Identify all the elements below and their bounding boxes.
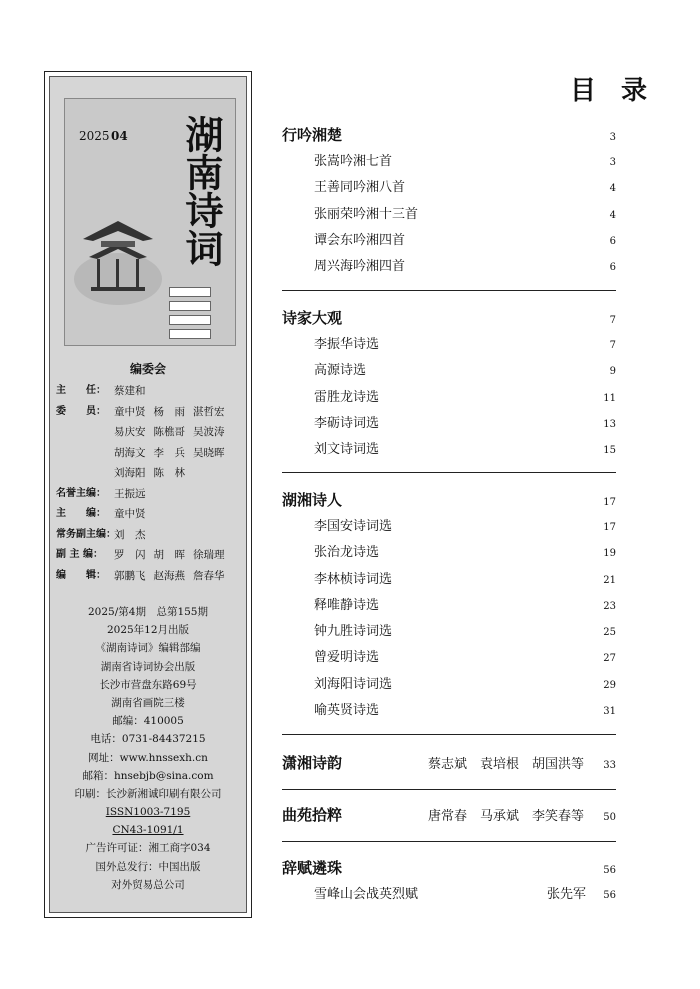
entry-page: 23	[603, 600, 616, 612]
pubinfo-text: 国外总发行：中国出版	[95, 860, 201, 873]
section-divider	[282, 472, 616, 473]
board-names	[56, 422, 248, 443]
pubinfo-text: 印刷：长沙新湘诚印刷有限公司	[74, 787, 222, 800]
board-member: 吴波涛	[193, 426, 225, 438]
board-names	[114, 381, 248, 402]
board-member: 李 兵	[153, 446, 185, 459]
pubinfo-text: 对外贸易总公司	[111, 878, 185, 891]
cover-tag	[169, 329, 211, 339]
board-names	[114, 504, 248, 525]
entry-title: 喻英贤诗选	[314, 703, 380, 719]
board-member: 陈 林	[153, 467, 185, 479]
toc-entry	[282, 515, 616, 541]
toc-entry	[282, 541, 616, 567]
entry-title: 释唯静诗选	[314, 597, 380, 613]
entry-page: 31	[603, 706, 616, 718]
section-title: 辞赋遴珠	[282, 859, 343, 877]
board-member: 罗 闪	[114, 549, 146, 561]
board-role: 副 主 编：	[56, 549, 103, 560]
pubinfo-text: 湖南省画院三楼	[111, 696, 185, 709]
toc-entry	[282, 359, 616, 385]
section-page: 7	[609, 315, 616, 326]
pubinfo-line	[50, 876, 246, 894]
section-divider	[282, 290, 616, 291]
entry-page: 56	[603, 890, 616, 901]
section-page: 50	[603, 812, 616, 823]
pubinfo-text: 广告许可证：湘工商字034	[85, 842, 211, 855]
board-member: 胡海文	[114, 446, 146, 459]
board-row	[56, 402, 248, 423]
section-title: 湖湘诗人	[282, 491, 343, 509]
entry-page: 15	[603, 445, 616, 457]
entry-title: 李振华诗选	[314, 337, 380, 352]
entry-page: 19	[603, 548, 616, 560]
entry-page: 3	[609, 157, 616, 168]
cover-tag	[169, 287, 211, 297]
board-row	[56, 422, 248, 443]
entry-page: 13	[603, 418, 616, 430]
entry-title: 钟九胜诗词选	[314, 624, 393, 640]
board-names	[114, 402, 248, 423]
entry-title: 谭会东吟湘四首	[314, 232, 406, 248]
pubinfo-text: 2025年12月出版	[106, 624, 190, 637]
toc-section	[282, 124, 616, 281]
pubinfo-line	[50, 749, 246, 767]
entry-title: 张嵩吟湘七首	[314, 154, 393, 169]
entry-title: 张治龙诗选	[314, 545, 380, 561]
pubinfo-line	[50, 858, 246, 876]
section-divider	[282, 734, 616, 735]
board-member: 郭鹏飞	[114, 569, 146, 582]
board-member: 易庆安	[114, 426, 146, 438]
board-member: 湛哲宏	[193, 405, 225, 418]
pubinfo-text: ISSN1003-7195	[105, 806, 191, 819]
entry-page: 4	[609, 183, 616, 195]
toc-entry	[282, 594, 616, 620]
entry-title: 刘文诗词选	[314, 442, 380, 458]
board-row	[56, 525, 248, 546]
section-heading	[282, 489, 616, 515]
section-heading	[282, 804, 616, 830]
pubinfo-line	[50, 712, 246, 730]
entry-title: 张丽荣吟湘十三首	[314, 206, 419, 222]
entry-title: 李林桢诗词选	[314, 571, 393, 587]
pubinfo-line	[50, 730, 246, 748]
toc-entry	[282, 438, 616, 464]
section-title: 行吟湘楚	[282, 126, 343, 144]
board-row	[56, 504, 248, 525]
pubinfo-text: CN43-1091/1	[112, 824, 184, 837]
board-member: 杨 雨	[153, 405, 185, 418]
board-role: 常务副主编：	[56, 528, 116, 540]
toc-entry	[282, 673, 616, 699]
section-heading	[282, 307, 616, 333]
board-member: 童中贤	[114, 508, 146, 520]
board-member: 刘 杰	[114, 528, 146, 541]
board-member: 王振远	[114, 487, 146, 500]
board-role: 主 编：	[56, 508, 106, 519]
cover-tag	[169, 301, 211, 311]
cover-title: 湖南诗词	[179, 115, 223, 267]
entry-page: 6	[609, 235, 616, 247]
pubinfo-line	[50, 821, 246, 839]
entry-title: 刘海阳诗词选	[314, 676, 393, 692]
toc-section	[282, 752, 616, 778]
cover-year: 2025	[79, 129, 110, 143]
board-member: 陈樵哥	[153, 426, 185, 438]
board-row	[56, 545, 248, 566]
toc-entry	[282, 412, 616, 438]
pubinfo-text: 网址：www.hnssexh.cn	[88, 751, 208, 764]
toc-entry	[282, 646, 616, 672]
toc-entry	[282, 255, 616, 281]
section-title: 诗家大观	[282, 309, 343, 327]
board-row	[56, 443, 248, 464]
toc-entry	[282, 386, 616, 412]
board-member: 徐瑞理	[193, 549, 225, 561]
board-names	[56, 463, 248, 484]
editorial-board-list	[56, 381, 248, 586]
toc-section	[282, 489, 616, 725]
masthead-inner	[49, 76, 247, 913]
board-member: 吴晓晖	[193, 446, 225, 459]
board-names	[114, 545, 248, 566]
toc-entry	[282, 150, 616, 176]
pubinfo-line	[50, 603, 246, 621]
board-row	[56, 566, 248, 587]
section-page: 56	[603, 865, 616, 876]
section-authors: 蔡志斌 袁培根 胡国洪等	[427, 757, 584, 772]
entry-title: 周兴海吟湘四首	[314, 259, 406, 275]
pubinfo-line	[50, 767, 246, 785]
section-divider	[282, 841, 616, 842]
section-heading	[282, 857, 616, 883]
board-member: 刘海阳	[114, 467, 146, 479]
cover-tag	[169, 315, 211, 325]
pubinfo-text: 长沙市营盘东路69号	[99, 678, 197, 691]
section-title: 曲苑拾粹	[282, 806, 343, 824]
section-page: 17	[603, 497, 616, 508]
pubinfo-text: 邮编：410005	[112, 715, 184, 728]
page-title: 目 录	[570, 76, 656, 106]
entry-page: 29	[603, 679, 616, 691]
toc-entry	[282, 203, 616, 229]
entry-title: 李砺诗词选	[314, 415, 380, 431]
section-heading	[282, 752, 616, 778]
toc-entry	[282, 229, 616, 255]
board-row	[56, 463, 248, 484]
section-page: 3	[609, 132, 616, 143]
toc-entry	[282, 333, 616, 359]
pubinfo-text: 2025/第4期 总第155期	[88, 606, 208, 618]
board-role: 主 任：	[56, 385, 106, 396]
editorial-board-title: 编委会	[129, 362, 166, 376]
pubinfo-line	[50, 658, 246, 676]
entry-page: 6	[609, 262, 616, 274]
entry-page: 27	[603, 653, 616, 665]
pubinfo-text: 电话：0731-84437215	[90, 733, 206, 746]
pubinfo-line	[50, 676, 246, 694]
pavilion-illustration	[73, 209, 163, 309]
board-row	[56, 381, 248, 402]
pubinfo-line	[50, 694, 246, 712]
pubinfo-text: 《湖南诗词》编辑部编	[95, 642, 201, 655]
pubinfo-line	[50, 639, 246, 657]
entry-page: 25	[603, 627, 616, 639]
cover-issue: 04	[111, 129, 128, 143]
entry-page: 4	[609, 209, 616, 221]
entry-title: 高源诗选	[314, 363, 367, 379]
pubinfo-text: 湖南省诗词协会出版	[100, 660, 196, 673]
board-names	[114, 525, 248, 546]
entry-page: 9	[609, 366, 616, 378]
cover-image	[64, 98, 236, 346]
pubinfo-line	[50, 803, 246, 821]
entry-title: 雷胜龙诗选	[314, 389, 380, 405]
entry-title: 雪峰山会战英烈赋	[314, 887, 419, 902]
pubinfo-line	[50, 621, 246, 639]
board-member: 蔡建和	[114, 385, 146, 397]
board-member: 詹春华	[193, 569, 225, 582]
board-member: 童中贤	[114, 405, 146, 418]
toc-entry	[282, 620, 616, 646]
toc-section	[282, 857, 616, 909]
entry-title: 曾爱明诗选	[314, 650, 380, 666]
entry-page: 11	[603, 392, 616, 404]
entry-page: 21	[603, 574, 616, 586]
entry-author: 张先军	[546, 887, 586, 902]
board-names	[114, 484, 248, 505]
pubinfo-line	[50, 785, 246, 803]
board-member: 赵海燕	[153, 569, 185, 582]
board-names	[56, 443, 248, 464]
section-authors: 唐常春 马承斌 李笑春等	[427, 809, 584, 824]
board-role: 编 辑：	[56, 569, 106, 581]
section-title: 潇湘诗韵	[282, 754, 343, 772]
toc-entry	[282, 883, 616, 909]
pubinfo-text: 邮箱：hnsebjb@sina.com	[82, 769, 214, 782]
entry-page: 17	[603, 522, 616, 533]
board-names	[114, 566, 248, 587]
board-role: 名誉主编：	[56, 487, 106, 499]
cover-tags	[169, 287, 211, 343]
toc-entry	[282, 568, 616, 594]
section-page: 33	[603, 760, 616, 771]
board-role: 委 员：	[56, 405, 106, 417]
entry-title: 王善同吟湘八首	[314, 180, 406, 196]
toc-entry	[282, 699, 616, 725]
entry-title: 李国安诗词选	[314, 519, 393, 534]
board-member: 胡 晖	[153, 549, 185, 561]
toc-entry	[282, 176, 616, 202]
section-divider	[282, 789, 616, 790]
entry-page: 7	[609, 340, 616, 351]
toc-section	[282, 804, 616, 830]
publication-info	[50, 603, 246, 894]
masthead-panel	[44, 71, 252, 918]
toc-section	[282, 307, 616, 464]
board-row	[56, 484, 248, 505]
section-heading	[282, 124, 616, 150]
pubinfo-line	[50, 839, 246, 857]
